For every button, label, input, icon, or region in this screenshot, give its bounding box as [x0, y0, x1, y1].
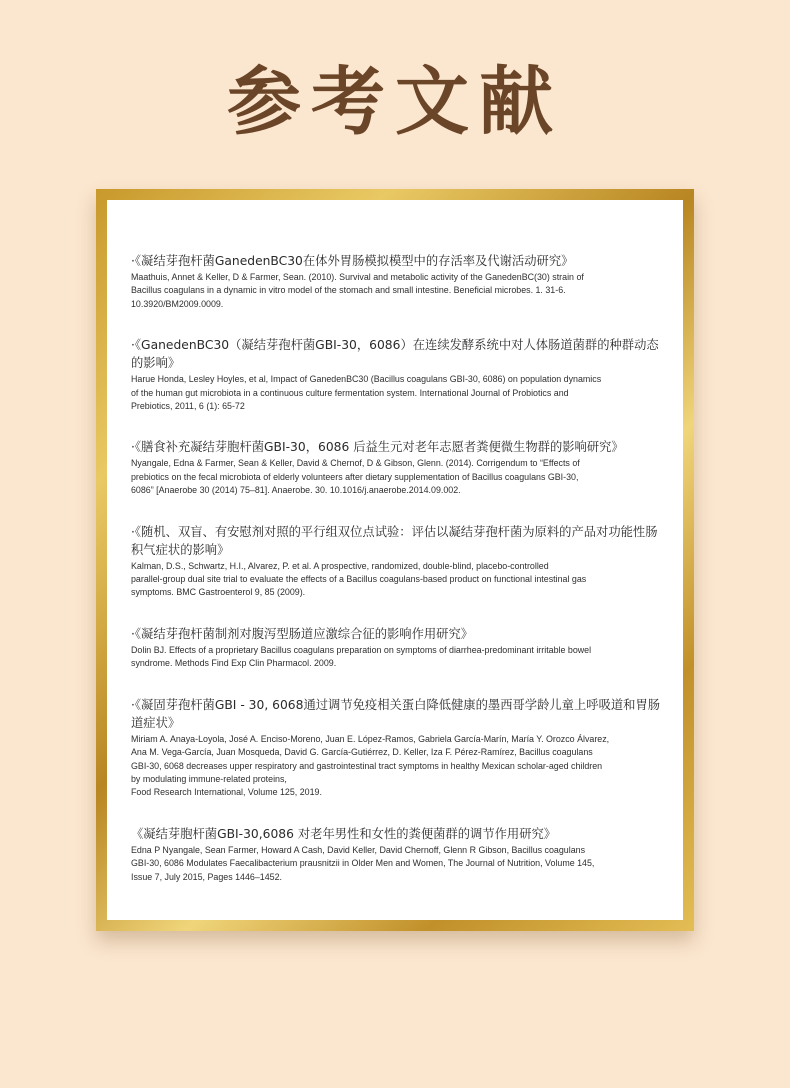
reference-title: ·《膳食补充凝结芽胞杆菌GBI-30，6086 后益生元对老年志愿者粪便微生物群的影响研究》 [131, 440, 624, 455]
reference-title: ·《随机、双盲、有安慰剂对照的平行组双位点试验：评估以凝结芽孢杆菌为原料的产品对功能性肠积气症状的影响》 [131, 524, 658, 557]
citation-line: symptoms. BMC Gastroenterol 9, 85 (2009). [131, 587, 306, 598]
reference-item [131, 625, 665, 671]
gold-frame [96, 189, 694, 931]
citation-line: parallel-group dual site trial to evaluate the effects of a Bacillus coagulans-based product on functional intestinal gas [131, 574, 587, 585]
citation-line: Issue 7, July 2015, Pages 1446–1452. [131, 871, 282, 882]
reference-citation [131, 644, 665, 671]
reference-item [131, 252, 665, 311]
citation-line: Food Research International, Volume 125, 2019. [131, 787, 322, 798]
reference-citation [131, 560, 665, 600]
page-title: 参考文献 [227, 59, 563, 145]
citation-line: by modulating immune-related proteins, [131, 773, 287, 784]
reference-title: ·《GanedenBC30（凝结芽孢杆菌GBI-30，6086）在连续发酵系统中对人体肠道菌群的种群动态的影响》 [131, 338, 659, 371]
reference-item [131, 438, 665, 497]
citation-line: Bacillus coagulans in a dynamic in vitro model of the stomach and small intestine. Beneficial microbes. 1. 31-6. [131, 285, 566, 296]
reference-citation [131, 271, 665, 311]
citation-line: Dolin BJ. Effects of a proprietary Bacillus coagulans preparation on symptoms of diarrhea-predominant irritable bowel [131, 644, 592, 655]
citation-line: GBI-30, 6068 decreases upper respiratory and gastrointestinal tract symptoms in healthy Mexican scholar-aged children [131, 760, 603, 771]
citation-line: Miriam A. Anaya-Loyola, José A. Enciso-Moreno, Juan E. López-Ramos, Gabriela García-Marín, María Y. Orozco Álvarez, [131, 733, 610, 744]
reference-citation [131, 457, 665, 497]
citation-line: Harue Honda, Lesley Hoyles, et al, Impact of GanedenBC30 (Bacillus coagulans GBI-30, 6086) on population dynamics [131, 374, 602, 385]
citation-line: syndrome. Methods Find Exp Clin Pharmacol. 2009. [131, 658, 337, 669]
citation-line: Nyangale, Edna & Farmer, Sean & Keller, David & Chernof, D & Gibson, Glenn. (2014). Corrigendum to “Effects of [131, 458, 580, 469]
citation-line: 10.3920/BM2009.0009. [131, 298, 224, 309]
reference-citation [131, 844, 665, 884]
reference-citation [131, 373, 665, 413]
citation-line: Edna P Nyangale, Sean Farmer, Howard A Cash, David Keller, David Chernoff, Glenn R Gibson, Bacillus coagulans [131, 844, 586, 855]
reference-citation [131, 733, 665, 800]
reference-title: ·《凝结芽孢杆菌制剂对腹泻型肠道应激综合征的影响作用研究》 [131, 626, 474, 641]
citation-line: Prebiotics, 2011, 6 (1): 65-72 [131, 401, 245, 412]
citation-line: 6086” [Anaerobe 30 (2014) 75–81]. Anaerobe. 30. 10.1016/j.anaerobe.2014.09.002. [131, 485, 461, 496]
reference-title: ·《凝固芽孢杆菌GBI - 30, 6068通过调节免疫相关蛋白降低健康的墨西哥学龄儿童上呼吸道和胃肠道症状》 [131, 697, 661, 730]
citation-line: Maathuis, Annet & Keller, D & Farmer, Sean. (2010). Survival and metabolic activity of the GanedenBC(30) strain of [131, 272, 584, 282]
citation-line: Ana M. Vega-García, Juan Mosqueda, David G. García-Gutiérrez, D. Keller, Iza F. Pérez-Ramírez, Bacillus coagulans [131, 747, 593, 758]
references-panel [107, 200, 683, 920]
reference-item [131, 336, 665, 413]
citation-line: Kalman, D.S., Schwartz, H.I., Alvarez, P. et al. A prospective, randomized, double-blind, placebo-controlled [131, 560, 549, 571]
reference-title: 《凝结芽胞杆菌GBI-30,6086 对老年男性和女性的粪便菌群的调节作用研究》 [131, 826, 557, 841]
reference-item [131, 825, 665, 884]
reference-item [131, 696, 665, 800]
citation-line: of the human gut microbiota in a continuous culture fermentation system. International Journal of Probiotics and [131, 387, 569, 398]
citation-line: GBI-30, 6086 Modulates Faecalibacterium prausnitzii in Older Men and Women, The Journal of Nutrition, Volume 145, [131, 858, 595, 869]
citation-line: prebiotics on the fecal microbiota of elderly volunteers after dietary supplementation of Bacillus coagulans GBI-30, [131, 471, 579, 482]
reference-title: ·《凝结芽孢杆菌GanedenBC30在体外胃肠模拟模型中的存活率及代谢活动研究》 [131, 254, 574, 268]
reference-item [131, 523, 665, 600]
